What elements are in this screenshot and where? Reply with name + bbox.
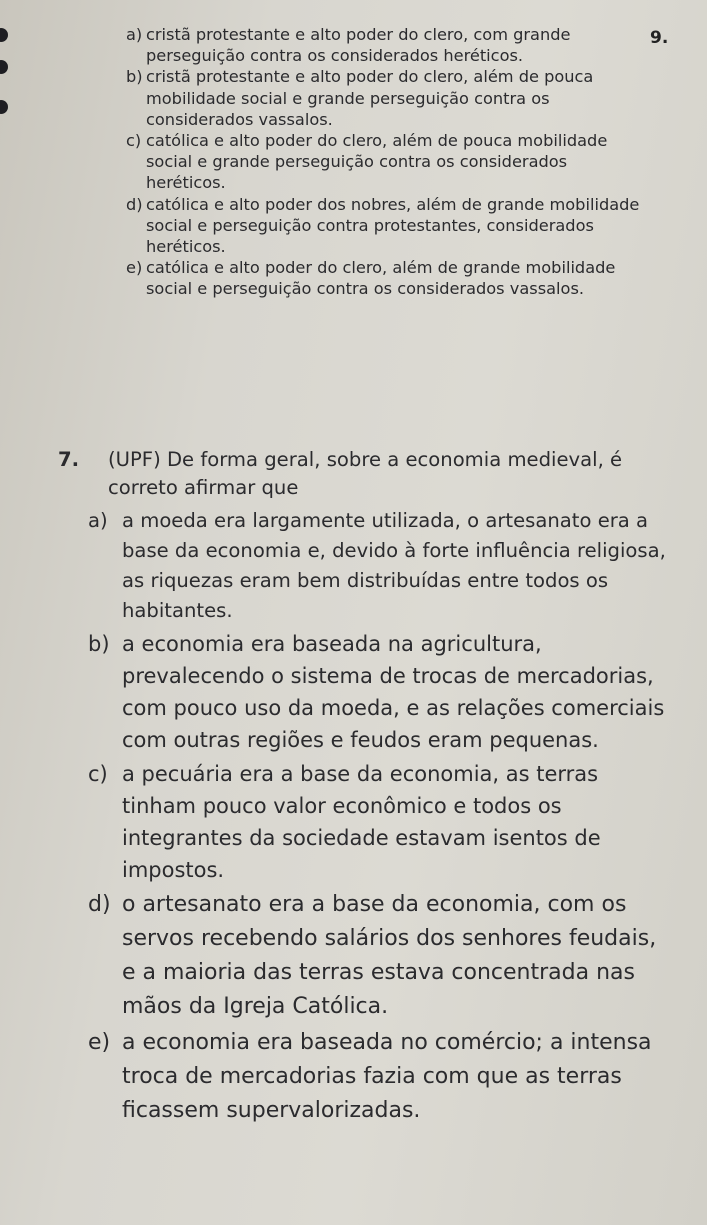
option-text: cristã protestante e alto poder do clero, com grande perseguição contra os considerados heréticos.	[146, 25, 571, 66]
binding-hole-mark	[0, 60, 8, 74]
binding-hole-mark	[0, 100, 8, 114]
option-letter: d)	[88, 892, 111, 917]
question-7	[58, 446, 668, 1130]
option-letter: c)	[88, 762, 108, 786]
option-text: católica e alto poder dos nobres, além de grande mobilidade social e perseguição contra protestantes, considerados heréticos.	[146, 194, 640, 257]
option-d	[88, 888, 668, 1024]
option-text: a economia era baseada na agricultura, prevalecendo o sistema de trocas de mercadorias, com pouco uso da moeda, e as relações comerciais com outras regiões e feudos eram pequenas.	[122, 632, 665, 752]
option-a	[88, 506, 668, 626]
question-stem-text: (UPF) De forma geral, sobre a economia medieval, é correto afirmar que	[108, 448, 623, 499]
next-question-number: 9.	[650, 28, 669, 48]
option-letter: c)	[126, 131, 142, 151]
option-b	[126, 66, 646, 130]
option-letter: e)	[126, 258, 143, 278]
option-letter: b)	[126, 67, 143, 87]
option-text: a moeda era largamente utilizada, o artesanato era a base da economia e, devido à forte influência religiosa, as riquezas eram bem distribuídas entre todos os habitantes.	[122, 509, 666, 622]
question-number: 7.	[58, 448, 80, 471]
option-b	[88, 628, 668, 756]
option-letter: a)	[126, 25, 143, 44]
option-text: católica e alto poder do clero, além de pouca mobilidade social e grande perseguição contra os considerados heréticos.	[146, 131, 608, 193]
option-letter: d)	[126, 194, 143, 214]
option-letter: e)	[88, 1030, 111, 1055]
option-c	[126, 130, 646, 194]
option-e	[126, 257, 646, 299]
question-stem	[58, 446, 668, 502]
option-letter: a)	[88, 509, 108, 532]
option-d	[126, 194, 646, 258]
option-e	[88, 1026, 668, 1128]
option-letter: b)	[88, 632, 110, 656]
question-7-options	[88, 506, 668, 1128]
binding-hole-mark	[0, 28, 8, 42]
option-a	[126, 24, 646, 66]
option-text: a economia era baseada no comércio; a intensa troca de mercadorias fazia com que as terras ficassem supervalorizadas.	[122, 1030, 652, 1123]
option-text: católica e alto poder do clero, além de grande mobilidade social e perseguição contra os considerados vassalos.	[146, 258, 616, 299]
option-text: o artesanato era a base da economia, com os servos recebendo salários dos senhores feudais, e a maioria das terras estava concentrada nas mãos da Igreja Católica.	[122, 892, 657, 1019]
option-text: a pecuária era a base da economia, as terras tinham pouco valor econômico e todos os integrantes da sociedade estavam isentos de impostos.	[122, 762, 601, 882]
previous-question-options	[126, 24, 646, 300]
option-text: cristã protestante e alto poder do clero, além de pouca mobilidade social e grande perseguição contra os considerados vassalos.	[146, 67, 594, 129]
option-c	[88, 758, 668, 886]
